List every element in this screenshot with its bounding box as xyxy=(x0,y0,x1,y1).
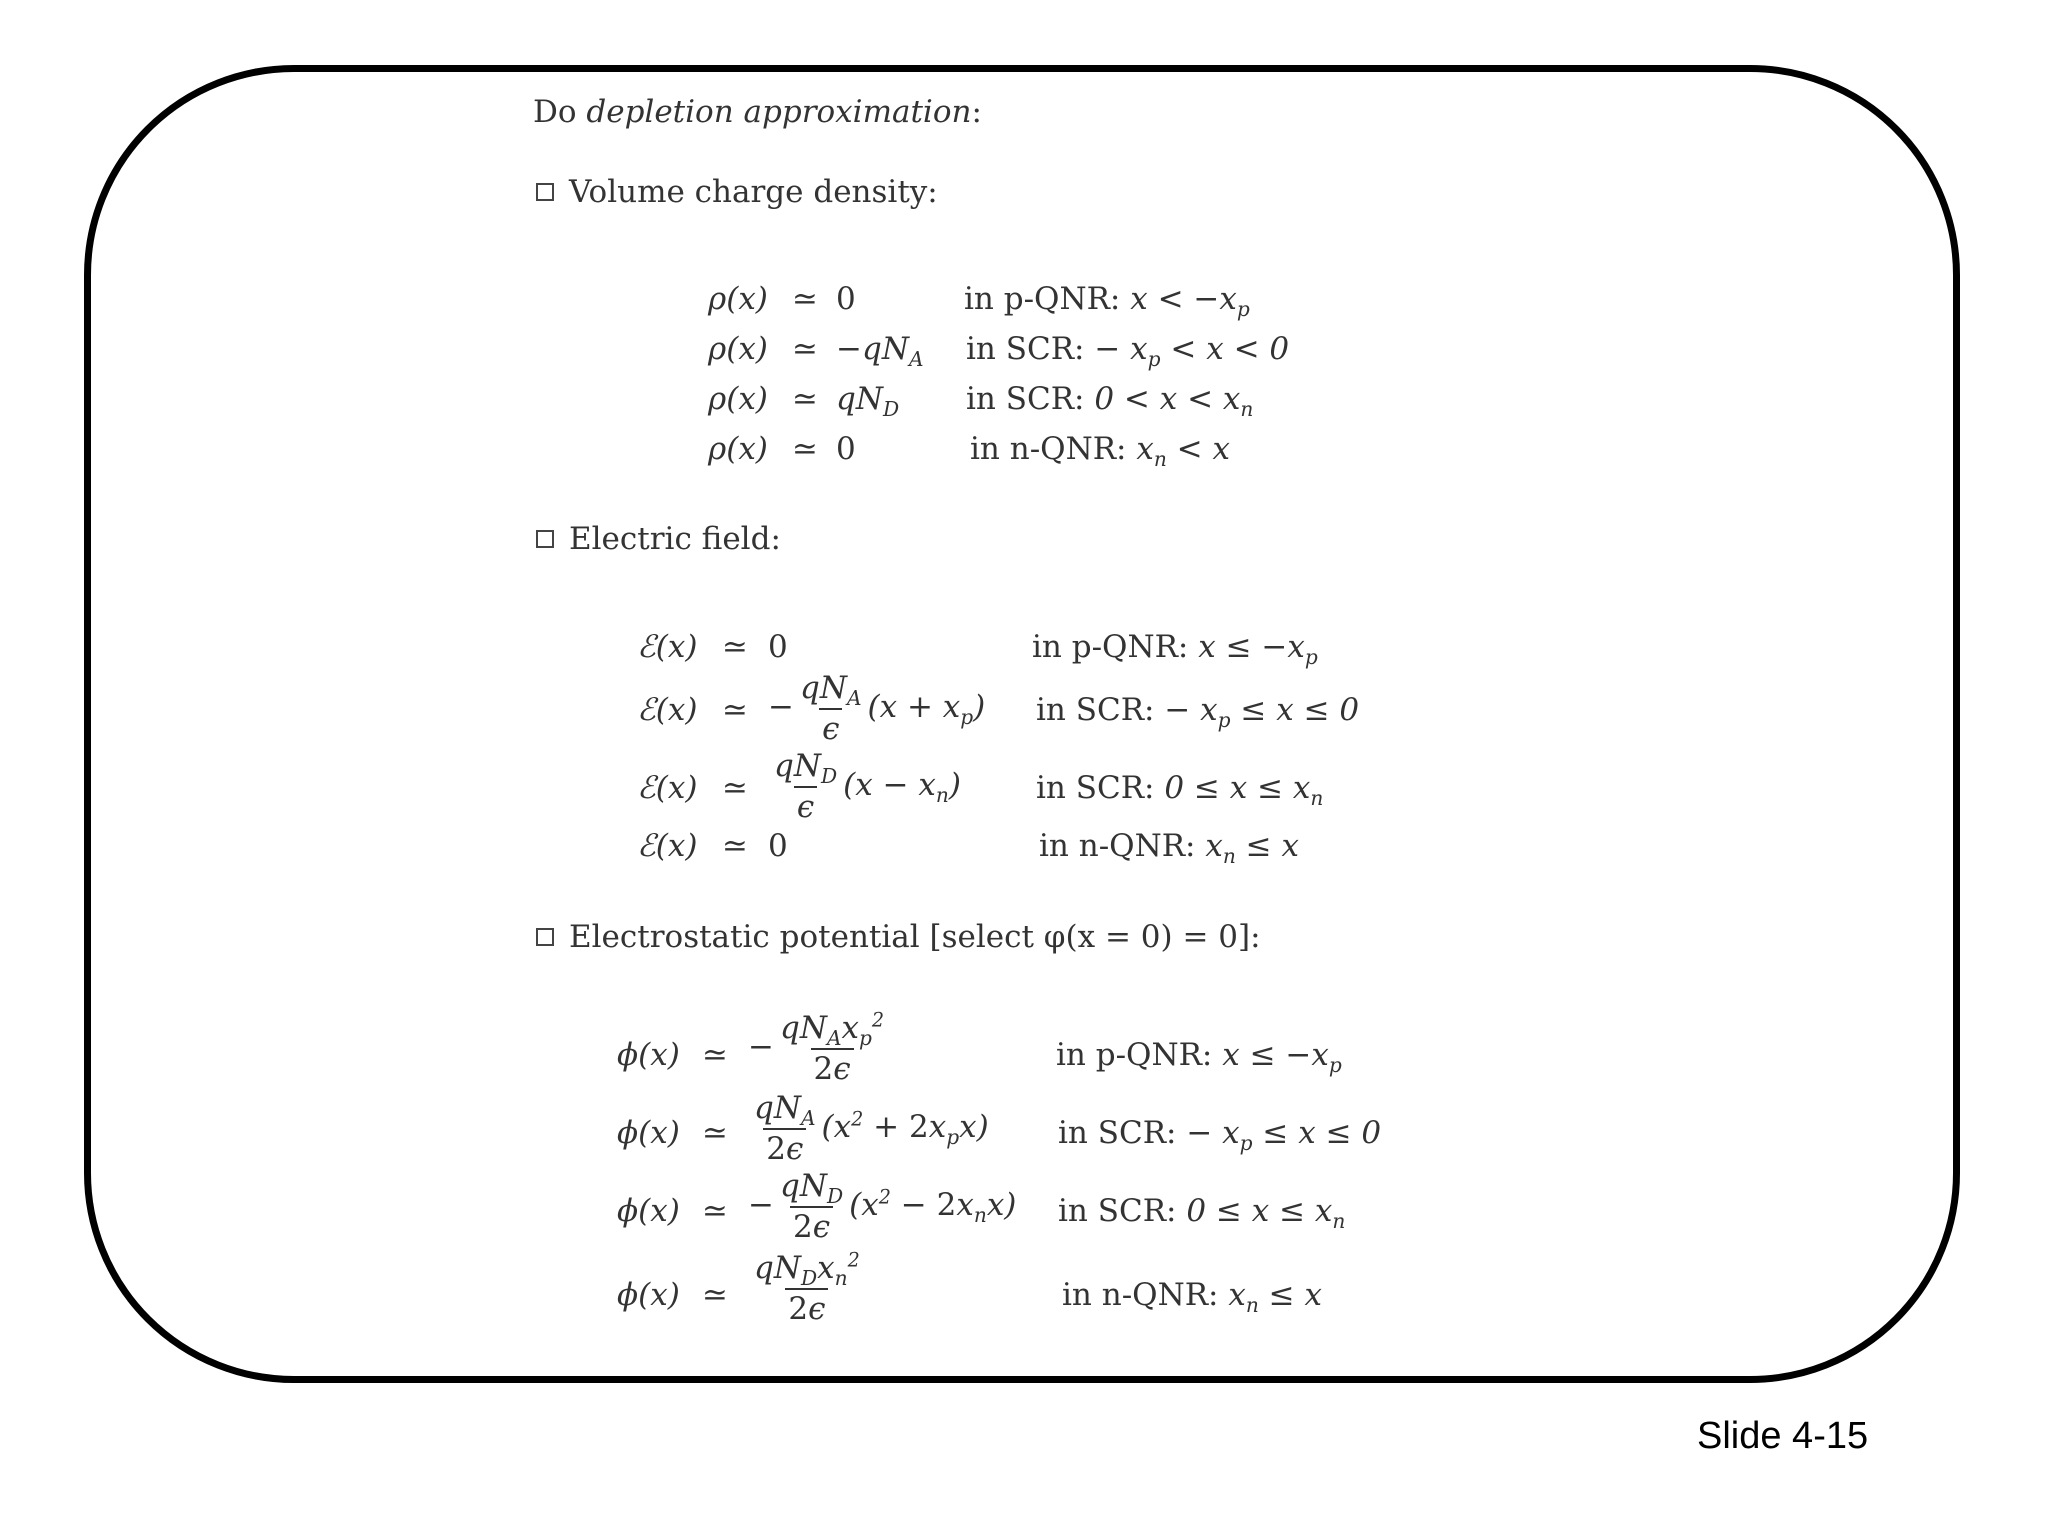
equation-lhs: ρ(x) xyxy=(708,381,768,417)
region-condition: in SCR: − $x_p \le x \le 0$ xyxy=(1036,692,1360,733)
equation-rhs: − $\frac{qN_Ax_p^2}{2\epsilon}$ xyxy=(748,1008,885,1087)
region-condition: in SCR: $0 \le x \le x_n$ xyxy=(1036,770,1324,811)
equation-rhs: − $\frac{qN_A}{\epsilon}$ $(x + x_p)$ xyxy=(768,670,986,747)
equation-lhs: ρ(x) xyxy=(708,431,768,467)
intro-emphasis: depletion approximation xyxy=(586,94,972,130)
region-label: in SCR: xyxy=(1036,692,1155,728)
region-condition: in n-QNR: $x_n < x$ xyxy=(970,431,1230,472)
region-label: in n-QNR: xyxy=(970,431,1127,467)
region-label: in n-QNR: xyxy=(1039,828,1196,864)
equation-rhs: 0 xyxy=(768,828,788,864)
region-label: in p-QNR: xyxy=(1056,1037,1213,1073)
approx-symbol: ≃ xyxy=(702,1193,728,1229)
equation-rhs: $\frac{qN_A}{2\epsilon}$ $(x^2 + 2x_px)$ xyxy=(754,1090,989,1167)
region-condition: in p-QNR: $x \le -x_p$ xyxy=(1032,629,1318,670)
equation-rhs: $qN_D$ xyxy=(836,381,900,422)
equation-lhs: ℰ(x) xyxy=(637,770,698,806)
intro-prefix: Do xyxy=(533,94,587,130)
region-label: in SCR: xyxy=(1058,1115,1177,1151)
equation-lhs: ℰ(x) xyxy=(637,828,698,864)
equation-lhs: ϕ(x) xyxy=(617,1115,680,1151)
intro-text xyxy=(533,94,982,130)
equation-lhs: ϕ(x) xyxy=(617,1037,680,1073)
equation-rhs: 0 xyxy=(836,431,856,467)
checkbox-icon xyxy=(536,183,554,201)
region-label: in SCR: xyxy=(966,331,1085,367)
equation-rhs: $\frac{qN_Dx_n^2}{2\epsilon}$ xyxy=(754,1248,860,1327)
region-label: in SCR: xyxy=(1036,770,1155,806)
region-label: in n-QNR: xyxy=(1062,1277,1219,1313)
approx-symbol: ≃ xyxy=(792,381,818,417)
slide-frame xyxy=(84,65,1960,1383)
section-title-field: Electric field: xyxy=(569,521,781,557)
approx-symbol: ≃ xyxy=(792,431,818,467)
region-label: in SCR: xyxy=(966,381,1085,417)
region-label: in SCR: xyxy=(1058,1193,1177,1229)
section-title-potential: Electrostatic potential [select φ(x = 0) = 0]: xyxy=(569,919,1261,955)
approx-symbol: ≃ xyxy=(702,1277,728,1313)
section-title-charge: Volume charge density: xyxy=(569,174,938,210)
equation-lhs: ρ(x) xyxy=(708,331,768,367)
region-condition: in n-QNR: $x_n \le x$ xyxy=(1039,828,1299,869)
approx-symbol: ≃ xyxy=(702,1115,728,1151)
region-condition: in SCR: $0 < x < x_n$ xyxy=(966,381,1254,422)
equation-rhs: $-qN_A$ xyxy=(836,331,924,372)
equation-lhs: ℰ(x) xyxy=(637,692,698,728)
region-label: in p-QNR: xyxy=(1032,629,1189,665)
approx-symbol: ≃ xyxy=(792,331,818,367)
region-condition: in p-QNR: $x < -x_p$ xyxy=(964,281,1250,322)
equation-lhs: ϕ(x) xyxy=(617,1277,680,1313)
equation-rhs: 0 xyxy=(836,281,856,317)
region-condition: in SCR: − $x_p < x < 0$ xyxy=(966,331,1290,372)
approx-symbol: ≃ xyxy=(722,692,748,728)
approx-symbol: ≃ xyxy=(702,1037,728,1073)
slide-number: Slide 4-15 xyxy=(1697,1415,1869,1457)
checkbox-icon xyxy=(536,530,554,548)
equation-lhs: ϕ(x) xyxy=(617,1193,680,1229)
region-condition: in SCR: − $x_p \le x \le 0$ xyxy=(1058,1115,1382,1156)
approx-symbol: ≃ xyxy=(722,770,748,806)
region-condition: in n-QNR: $x_n \le x$ xyxy=(1062,1277,1322,1318)
equation-lhs: ρ(x) xyxy=(708,281,768,317)
equation-rhs: − $\frac{qN_D}{2\epsilon}$ $(x^2 - 2x_nx)$ xyxy=(748,1168,1017,1245)
region-label: in p-QNR: xyxy=(964,281,1121,317)
checkbox-icon xyxy=(536,928,554,946)
approx-symbol: ≃ xyxy=(792,281,818,317)
region-condition: in SCR: $0 \le x \le x_n$ xyxy=(1058,1193,1346,1234)
intro-suffix: : xyxy=(971,94,982,130)
equation-lhs: ℰ(x) xyxy=(637,629,698,665)
approx-symbol: ≃ xyxy=(722,629,748,665)
region-condition: in p-QNR: $x \le -x_p$ xyxy=(1056,1037,1342,1078)
equation-rhs: $\frac{qN_D}{\epsilon}$ $(x - x_n)$ xyxy=(774,748,961,825)
equation-rhs: 0 xyxy=(768,629,788,665)
approx-symbol: ≃ xyxy=(722,828,748,864)
